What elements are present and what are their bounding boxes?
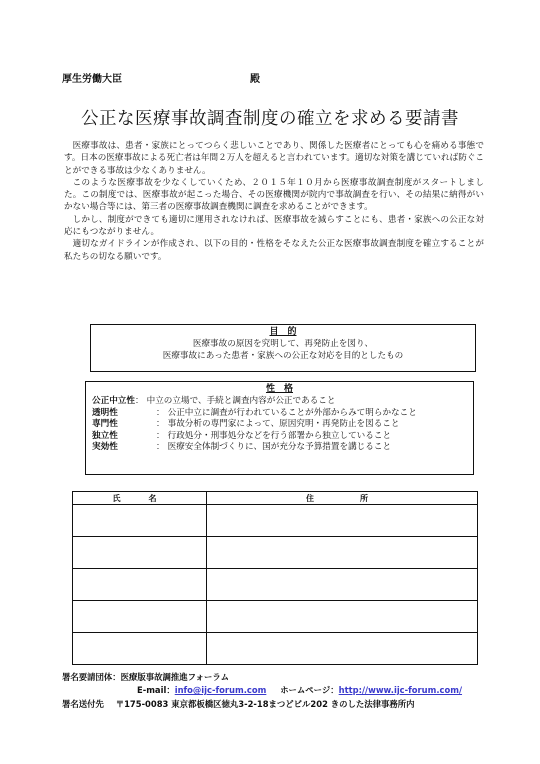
signature-row xyxy=(73,601,478,633)
nature-separator: ： xyxy=(156,430,165,441)
nature-text: 公正中立に調査が行われていることが外部からみて明らかなこと xyxy=(167,407,417,418)
addressee-honorific: 殿 xyxy=(250,74,260,85)
send-address: 〒175-0083 東京都板橋区徳丸3-2-18まつどビル202 きのした法律事務所内 xyxy=(115,699,415,709)
purpose-box xyxy=(90,324,476,372)
nature-separator: ： xyxy=(156,442,165,453)
nature-label: 透明性 xyxy=(92,407,118,418)
nature-label: 公正中立性 xyxy=(92,396,135,406)
homepage-link[interactable]: http://www.ijc-forum.com/ xyxy=(338,685,463,695)
signature-row xyxy=(73,537,478,569)
nature-row xyxy=(92,408,473,420)
nature-separator: ： xyxy=(156,419,165,430)
address-cell[interactable] xyxy=(207,505,478,537)
signature-row xyxy=(73,505,478,537)
nature-label: 実効性 xyxy=(92,442,118,453)
homepage-label: ホームページ： xyxy=(280,685,339,695)
nature-row xyxy=(92,396,473,408)
name-cell[interactable] xyxy=(73,537,207,569)
nature-separator: ： xyxy=(156,407,165,418)
document-title: 公正な医療事故調査制度の確立を求める要請書 xyxy=(81,109,459,129)
body-paragraph: しかし、制度ができても適切に運用されなければ、医療事故を減らすことにも、患者・家族への公正な対応にもつながりません。 xyxy=(64,214,484,238)
send-label: 署名送付先 xyxy=(62,699,104,709)
signature-row xyxy=(73,633,478,665)
name-cell[interactable] xyxy=(73,601,207,633)
nature-row xyxy=(92,419,473,431)
body-paragraph: 適切なガイドラインが作成され、以下の目的・性格をそなえた公正な医療事故調査制度を確立することが私たちの切なる願いです。 xyxy=(64,239,484,262)
email-label: E-mail： xyxy=(137,685,175,695)
nature-text: 行政処分・刑事処分などを行う部署から独立していること xyxy=(167,430,392,441)
send-address-line xyxy=(62,698,415,710)
address-cell[interactable] xyxy=(207,569,478,601)
name-cell[interactable] xyxy=(73,633,207,665)
nature-heading: 性 格 xyxy=(265,384,293,394)
nature-label: 独立性 xyxy=(92,430,118,441)
address-cell[interactable] xyxy=(207,633,478,665)
purpose-line: 医療事故の原因を究明して、再発防止を図り、 xyxy=(192,339,374,349)
nature-separator: ： xyxy=(134,396,144,406)
nature-text: 事故分析の専門家によって、原因究明・再発防止を図ること xyxy=(167,419,400,430)
purpose-heading: 目 的 xyxy=(269,327,297,337)
body-paragraph: このような医療事故を少なくしていくため、２０１５年１０月から医療事故調査制度がスタートしました。この制度では、医療事故が起こった場合、その医療機関が院内で事故調査を行い、その結果に納得がいかない場合等には、第三者の医療事故調査機関に調査を求めることができます。 xyxy=(64,177,484,213)
body-text xyxy=(64,140,484,263)
signature-table xyxy=(72,491,478,665)
nature-row xyxy=(92,431,473,443)
organizer-name: 医療版事故調推進フォーラム xyxy=(120,672,229,682)
addressee: 厚生労働大臣 xyxy=(62,74,122,85)
address-cell[interactable] xyxy=(207,601,478,633)
nature-row xyxy=(92,442,473,454)
organizer-line xyxy=(62,671,229,683)
signature-header-row xyxy=(73,492,478,505)
nature-text: 医療安全体制づくりに、国が充分な予算措置を講じること xyxy=(167,442,392,453)
name-column-header: 氏 名 xyxy=(73,492,207,505)
name-cell[interactable] xyxy=(73,505,207,537)
organizer-label: 署名要請団体： xyxy=(62,672,121,682)
name-cell[interactable] xyxy=(73,569,207,601)
contact-line xyxy=(137,684,462,696)
address-column-header: 住 所 xyxy=(207,492,478,505)
nature-box xyxy=(85,381,474,475)
email-link[interactable]: info@ijc-forum.com xyxy=(174,685,267,695)
body-paragraph: 医療事故は、患者・家族にとってつらく悲しいことであり、関係した医療者にとっても心を痛める事態です。日本の医療事故による死亡者は年間２万人を超えると言われています。適切な対策を講じていれば防ぐことができる事故は少なくありません。 xyxy=(64,141,484,176)
nature-list xyxy=(92,396,473,454)
purpose-line: 医療事故にあった患者・家族への公正な対応を目的としたもの xyxy=(162,351,404,361)
nature-text: 中立の立場で、手続と調査内容が公正であること xyxy=(146,396,336,406)
address-cell[interactable] xyxy=(207,537,478,569)
nature-label: 専門性 xyxy=(92,419,118,430)
signature-row xyxy=(73,569,478,601)
